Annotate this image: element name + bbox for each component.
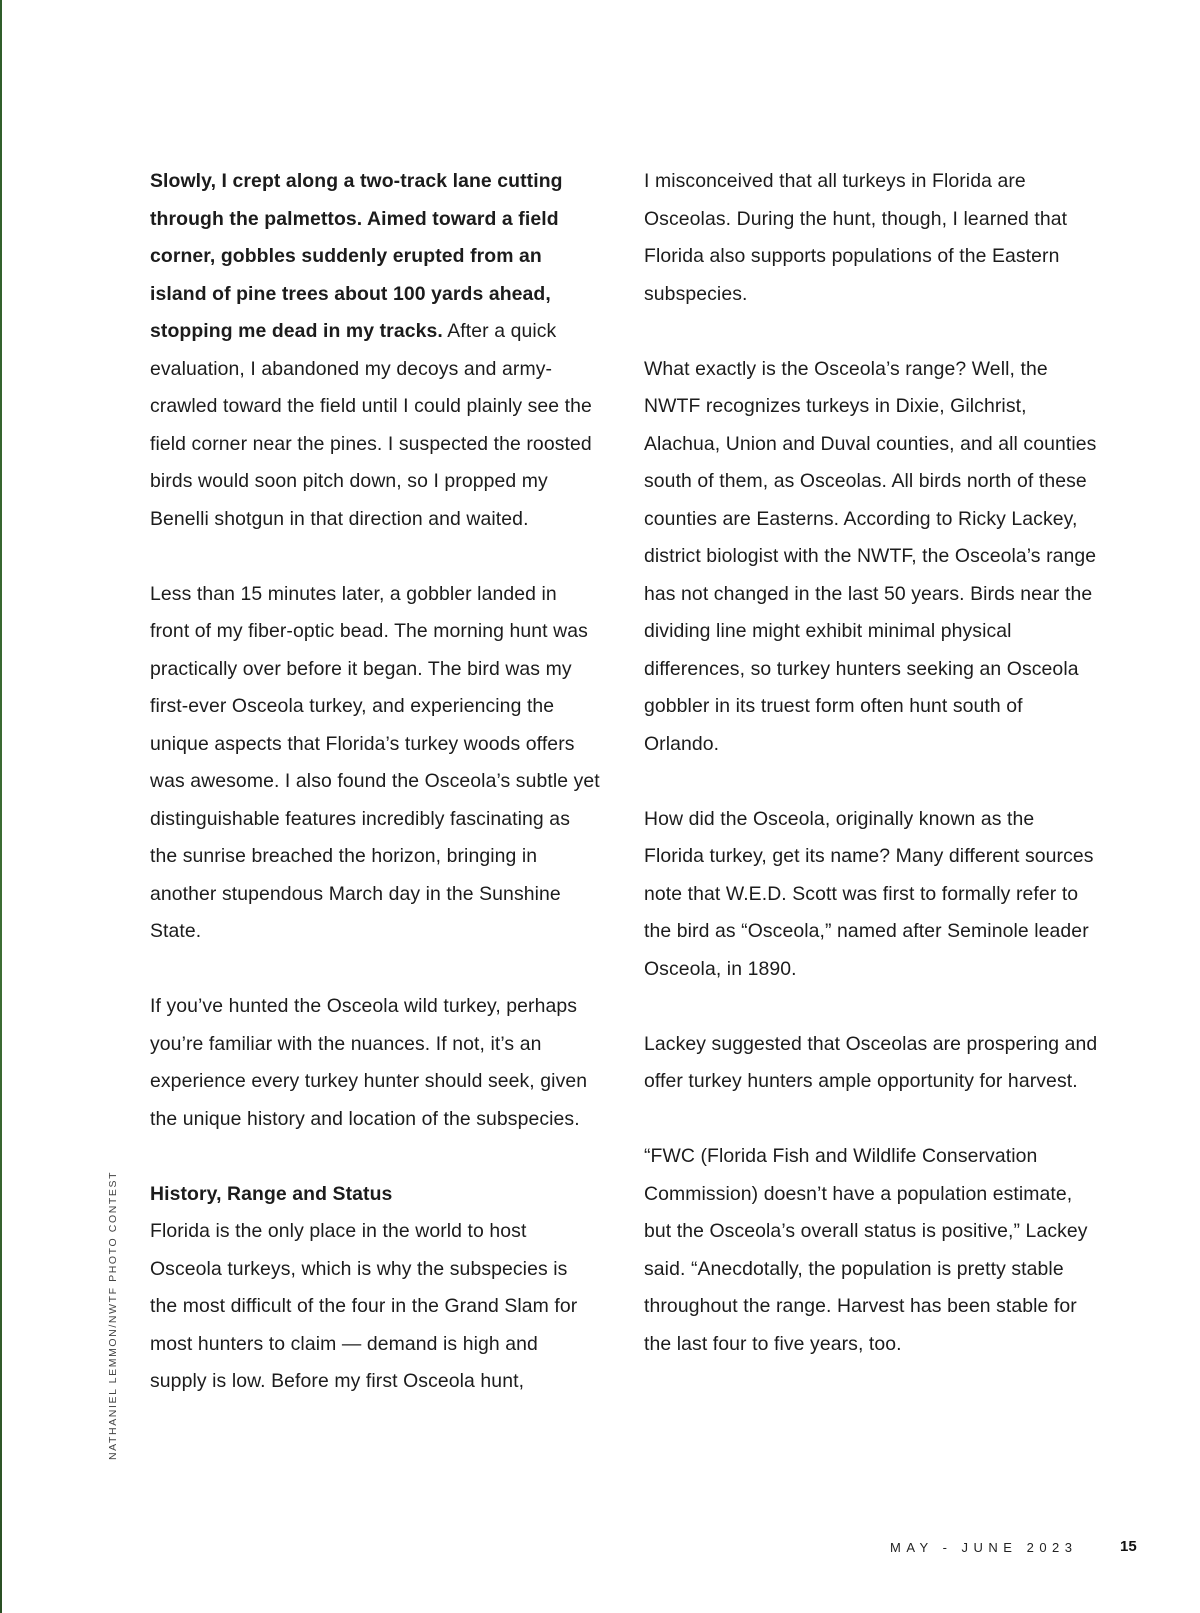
section-subheading: History, Range and Status [150,1182,393,1205]
page-edge-line [0,0,2,1613]
page-number: 15 [1120,1538,1137,1555]
photo-credit: NATHANIEL LEMMON/NWTF PHOTO CONTEST [107,1170,119,1460]
issue-date: MAY - JUNE 2023 [890,1540,1078,1555]
article-right-column [644,163,1099,1363]
article-paragraph-9: “FWC (Florida Fish and Wildlife Conservation Commission) doesn’t have a population estimate, but the Osceola’s overall status is positive,” Lackey said. “Anecdotally, the population is pretty stable throughout the range. Harvest has been stable for the last four to five years, too. [644,1145,1088,1355]
article-paragraph-7: How did the Osceola, originally known as the Florida turkey, get its name? Many different sources note that W.E.D. Scott was first to formally refer to the bird as “Osceola,” named after Seminole leader Osceola, in 1890. [644,807,1094,980]
article-paragraph-3: If you’ve hunted the Osceola wild turkey, perhaps you’re familiar with the nuances. If not, it’s an experience every turkey hunter should seek, given the unique history and location of the subspecies. [150,995,588,1130]
article-paragraph-8: Lackey suggested that Osceolas are prospering and offer turkey hunters ample opportunity for harvest. [644,1032,1098,1092]
article-paragraph-5: I misconceived that all turkeys in Florida are Osceolas. During the hunt, though, I learned that Florida also supports populations of the Eastern subspecies. [644,170,1068,305]
article-paragraph-4: Florida is the only place in the world to host Osceola turkeys, which is why the subspecies is the most difficult of the four in the Grand Slam for most hunters to claim — demand is high and supply is low. Before my first Osceola hunt, [150,1220,578,1392]
lead-in-bold-text: Slowly, I crept along a two-track lane cutting through the palmettos. Aimed toward a field corner, gobbles suddenly erupted from an island of pine trees about 100 yards ahead, stopping me dead in my tracks. [150,170,563,342]
article-paragraph-2: Less than 15 minutes later, a gobbler landed in front of my fiber-optic bead. The morning hunt was practically over before it began. The bird was my first-ever Osceola turkey, and experiencing the unique aspects that Florida’s turkey woods offers was awesome. I also found the Osceola’s subtle yet distinguishable features incredibly fascinating as the sunrise breached the horizon, bringing in another stupendous March day in the Sunshine State. [150,582,600,942]
paragraph-1-rest: After a quick evaluation, I abandoned my decoys and army-crawled toward the field until I could plainly see the field corner near the pines. I suspected the roosted birds would soon pitch down, so I propped my Benelli shotgun in that direction and waited. [150,320,592,530]
article-paragraph-6: What exactly is the Osceola’s range? Well, the NWTF recognizes turkeys in Dixie, Gilchrist, Alachua, Union and Duval counties, and all counties south of them, as Osceolas. All birds north of these counties are Easterns. According to Ricky Lackey, district biologist with the NWTF, the Osceola’s range has not changed in the last 50 years. Birds near the dividing line might exhibit minimal physical differences, so turkey hunters seeking an Osceola gobbler in its truest form often hunt south of Orlando. [644,357,1097,755]
article-left-column [150,163,600,1401]
article-paragraph-1 [150,163,600,538]
